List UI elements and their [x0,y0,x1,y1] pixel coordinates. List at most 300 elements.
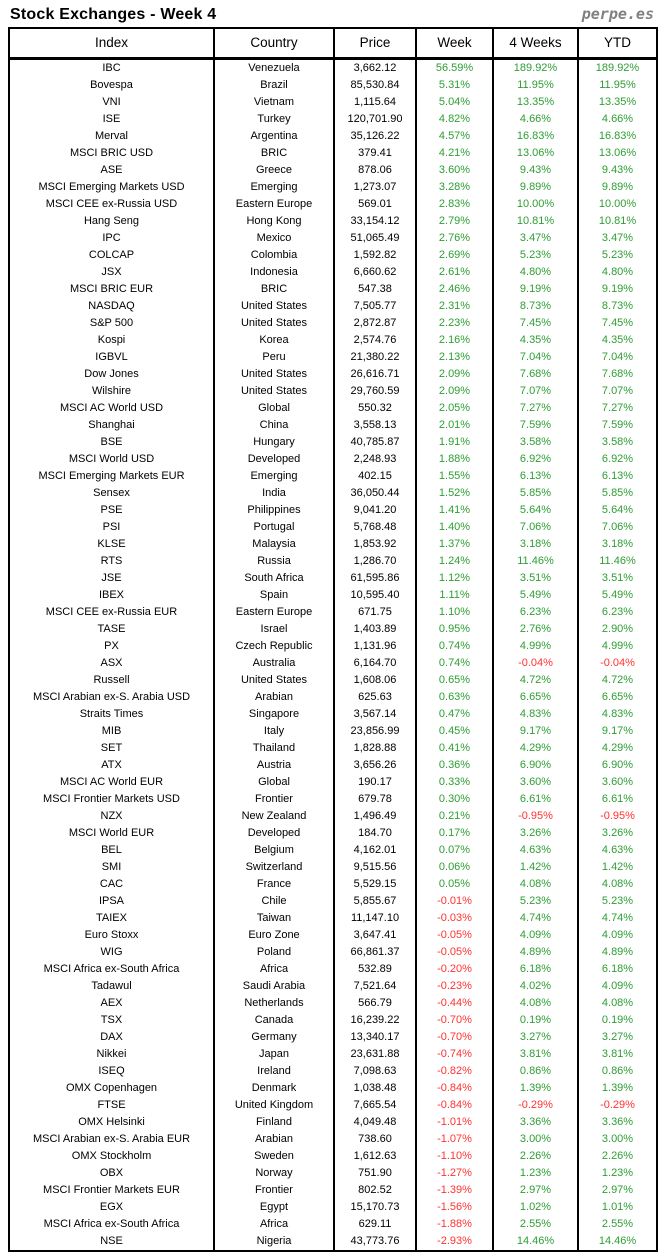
index-cell: Merval [9,128,214,145]
table-row [9,94,657,111]
price-cell: 1,496.49 [334,808,416,825]
column-header-price: Price [334,28,416,58]
four-weeks-cell: 2.55% [493,1216,578,1233]
ytd-cell: 0.19% [578,1012,657,1029]
week-cell: -0.05% [416,944,493,961]
table-row [9,723,657,740]
ytd-cell: 13.06% [578,145,657,162]
price-cell: 1,403.89 [334,621,416,638]
price-cell: 671.75 [334,604,416,621]
price-cell: 29,760.59 [334,383,416,400]
table-row [9,434,657,451]
price-cell: 35,126.22 [334,128,416,145]
index-cell: MIB [9,723,214,740]
country-cell: Germany [214,1029,334,1046]
topbar [0,0,664,27]
country-cell: Taiwan [214,910,334,927]
week-cell: 2.79% [416,213,493,230]
price-cell: 1,608.06 [334,672,416,689]
ytd-cell: 6.23% [578,604,657,621]
four-weeks-cell: 4.89% [493,944,578,961]
four-weeks-cell: 9.43% [493,162,578,179]
country-cell: Hong Kong [214,213,334,230]
price-cell: 379.41 [334,145,416,162]
table-row [9,519,657,536]
country-cell: Hungary [214,434,334,451]
index-cell: MSCI AC World USD [9,400,214,417]
ytd-cell: 7.59% [578,417,657,434]
country-cell: New Zealand [214,808,334,825]
week-cell: 0.65% [416,672,493,689]
index-cell: Nikkei [9,1046,214,1063]
table-row [9,58,657,77]
price-cell: 3,656.26 [334,757,416,774]
index-cell: OBX [9,1165,214,1182]
ytd-cell: 6.13% [578,468,657,485]
price-cell: 569.01 [334,196,416,213]
four-weeks-cell: 6.13% [493,468,578,485]
price-cell: 61,595.86 [334,570,416,587]
week-cell: 0.17% [416,825,493,842]
week-cell: 0.63% [416,689,493,706]
table-row [9,128,657,145]
price-cell: 184.70 [334,825,416,842]
ytd-cell: 4.66% [578,111,657,128]
ytd-cell: 7.68% [578,366,657,383]
country-cell: Czech Republic [214,638,334,655]
index-cell: MSCI CEE ex-Russia USD [9,196,214,213]
table-row [9,808,657,825]
index-cell: Shanghai [9,417,214,434]
ytd-cell: 10.00% [578,196,657,213]
index-cell: Tadawul [9,978,214,995]
week-cell: 4.82% [416,111,493,128]
price-cell: 21,380.22 [334,349,416,366]
price-cell: 13,340.17 [334,1029,416,1046]
week-cell: 2.61% [416,264,493,281]
column-header-ytd: YTD [578,28,657,58]
ytd-cell: 4.72% [578,672,657,689]
country-cell: Global [214,400,334,417]
ytd-cell: 3.60% [578,774,657,791]
price-cell: 1,853.92 [334,536,416,553]
country-cell: Greece [214,162,334,179]
four-weeks-cell: 6.65% [493,689,578,706]
price-cell: 802.52 [334,1182,416,1199]
week-cell: -1.07% [416,1131,493,1148]
four-weeks-cell: 4.63% [493,842,578,859]
table-row [9,1080,657,1097]
four-weeks-cell: 9.17% [493,723,578,740]
ytd-cell: 5.23% [578,893,657,910]
country-cell: Malaysia [214,536,334,553]
country-cell: Emerging [214,179,334,196]
week-cell: 5.04% [416,94,493,111]
price-cell: 4,162.01 [334,842,416,859]
week-cell: 2.46% [416,281,493,298]
price-cell: 36,050.44 [334,485,416,502]
country-cell: South Africa [214,570,334,587]
ytd-cell: 3.58% [578,434,657,451]
country-cell: Africa [214,961,334,978]
week-cell: 2.09% [416,383,493,400]
table-row [9,196,657,213]
table-row [9,791,657,808]
price-cell: 3,662.12 [334,58,416,77]
four-weeks-cell: 3.26% [493,825,578,842]
ytd-cell: 5.23% [578,247,657,264]
price-cell: 547.38 [334,281,416,298]
index-cell: SMI [9,859,214,876]
index-cell: KLSE [9,536,214,553]
week-cell: 2.23% [416,315,493,332]
ytd-cell: 2.26% [578,1148,657,1165]
page-title: Stock Exchanges - Week 4 [10,6,217,23]
week-cell: 2.69% [416,247,493,264]
index-cell: MSCI Africa ex-South Africa [9,961,214,978]
country-cell: Frontier [214,1182,334,1199]
week-cell: -0.84% [416,1080,493,1097]
index-cell: CAC [9,876,214,893]
country-cell: Frontier [214,791,334,808]
ytd-cell: 4.08% [578,995,657,1012]
price-cell: 120,701.90 [334,111,416,128]
country-cell: Arabian [214,689,334,706]
price-cell: 10,595.40 [334,587,416,604]
column-header-index: Index [9,28,214,58]
ytd-cell: 9.89% [578,179,657,196]
four-weeks-cell: 2.26% [493,1148,578,1165]
table-row [9,655,657,672]
country-cell: Argentina [214,128,334,145]
table-row [9,638,657,655]
index-cell: AEX [9,995,214,1012]
table-row [9,213,657,230]
four-weeks-cell: 5.85% [493,485,578,502]
ytd-cell: 8.73% [578,298,657,315]
week-cell: 1.41% [416,502,493,519]
ytd-cell: 4.83% [578,706,657,723]
four-weeks-cell: 4.99% [493,638,578,655]
four-weeks-cell: 6.92% [493,451,578,468]
index-cell: MSCI World EUR [9,825,214,842]
four-weeks-cell: 3.60% [493,774,578,791]
ytd-cell: 4.74% [578,910,657,927]
four-weeks-cell: 13.06% [493,145,578,162]
table-row [9,247,657,264]
ytd-cell: 2.90% [578,621,657,638]
table-row [9,1233,657,1251]
table-row [9,910,657,927]
ytd-cell: 4.08% [578,876,657,893]
index-cell: JSE [9,570,214,587]
country-cell: Egypt [214,1199,334,1216]
price-cell: 1,038.48 [334,1080,416,1097]
four-weeks-cell: 14.46% [493,1233,578,1251]
price-cell: 23,631.88 [334,1046,416,1063]
country-cell: Japan [214,1046,334,1063]
week-cell: -1.39% [416,1182,493,1199]
week-cell: -0.70% [416,1012,493,1029]
index-cell: TSX [9,1012,214,1029]
column-header-country: Country [214,28,334,58]
four-weeks-cell: 11.95% [493,77,578,94]
ytd-cell: 9.19% [578,281,657,298]
price-cell: 2,872.87 [334,315,416,332]
table-row [9,1182,657,1199]
four-weeks-cell: 4.80% [493,264,578,281]
table-row [9,536,657,553]
four-weeks-cell: 9.19% [493,281,578,298]
price-cell: 1,828.88 [334,740,416,757]
ytd-cell: 4.09% [578,927,657,944]
table-row [9,553,657,570]
country-cell: Venezuela [214,58,334,77]
table-row [9,502,657,519]
table-row [9,876,657,893]
four-weeks-cell: 0.19% [493,1012,578,1029]
week-cell: 0.21% [416,808,493,825]
country-cell: Netherlands [214,995,334,1012]
week-cell: -0.03% [416,910,493,927]
table-row [9,893,657,910]
index-cell: TAIEX [9,910,214,927]
week-cell: 56.59% [416,58,493,77]
four-weeks-cell: 2.76% [493,621,578,638]
four-weeks-cell: 4.74% [493,910,578,927]
week-cell: 2.13% [416,349,493,366]
country-cell: Spain [214,587,334,604]
four-weeks-cell: 5.49% [493,587,578,604]
country-cell: Sweden [214,1148,334,1165]
four-weeks-cell: 4.83% [493,706,578,723]
table-row [9,927,657,944]
table-row [9,383,657,400]
table-row [9,145,657,162]
index-cell: NSE [9,1233,214,1251]
ytd-cell: 4.80% [578,264,657,281]
index-cell: MSCI Frontier Markets USD [9,791,214,808]
price-cell: 7,505.77 [334,298,416,315]
week-cell: 2.31% [416,298,493,315]
country-cell: Canada [214,1012,334,1029]
four-weeks-cell: 5.64% [493,502,578,519]
country-cell: Turkey [214,111,334,128]
country-cell: Philippines [214,502,334,519]
country-cell: Portugal [214,519,334,536]
table-row [9,621,657,638]
country-cell: Eastern Europe [214,196,334,213]
ytd-cell: 14.46% [578,1233,657,1251]
index-cell: PSI [9,519,214,536]
country-cell: United States [214,366,334,383]
index-cell: Kospi [9,332,214,349]
country-cell: BRIC [214,145,334,162]
week-cell: -1.88% [416,1216,493,1233]
country-cell: Nigeria [214,1233,334,1251]
price-cell: 5,529.15 [334,876,416,893]
country-cell: Thailand [214,740,334,757]
four-weeks-cell: 7.45% [493,315,578,332]
table-row [9,774,657,791]
country-cell: United Kingdom [214,1097,334,1114]
ytd-cell: 9.43% [578,162,657,179]
ytd-cell: 7.27% [578,400,657,417]
price-cell: 625.63 [334,689,416,706]
country-cell: Brazil [214,77,334,94]
four-weeks-cell: 0.86% [493,1063,578,1080]
index-cell: MSCI AC World EUR [9,774,214,791]
price-cell: 532.89 [334,961,416,978]
ytd-cell: 2.97% [578,1182,657,1199]
country-cell: Africa [214,1216,334,1233]
four-weeks-cell: 7.59% [493,417,578,434]
price-cell: 3,647.41 [334,927,416,944]
ytd-cell: 9.17% [578,723,657,740]
country-cell: Colombia [214,247,334,264]
four-weeks-cell: 2.97% [493,1182,578,1199]
four-weeks-cell: 3.58% [493,434,578,451]
ytd-cell: 5.85% [578,485,657,502]
ytd-cell: 6.61% [578,791,657,808]
index-cell: Dow Jones [9,366,214,383]
index-cell: BEL [9,842,214,859]
week-cell: 0.95% [416,621,493,638]
price-cell: 5,855.67 [334,893,416,910]
four-weeks-cell: 7.04% [493,349,578,366]
table-row [9,332,657,349]
ytd-cell: 1.42% [578,859,657,876]
country-cell: Chile [214,893,334,910]
week-cell: -1.27% [416,1165,493,1182]
price-cell: 7,521.64 [334,978,416,995]
week-cell: -1.01% [416,1114,493,1131]
four-weeks-cell: 7.27% [493,400,578,417]
four-weeks-cell: 10.00% [493,196,578,213]
ytd-cell: 7.06% [578,519,657,536]
index-cell: MSCI BRIC USD [9,145,214,162]
ytd-cell: 3.36% [578,1114,657,1131]
ytd-cell: 7.07% [578,383,657,400]
ytd-cell: 4.35% [578,332,657,349]
stock-exchanges-table [8,27,658,1252]
week-cell: -0.74% [416,1046,493,1063]
four-weeks-cell: 1.02% [493,1199,578,1216]
country-cell: Korea [214,332,334,349]
price-cell: 7,665.54 [334,1097,416,1114]
table-row [9,1165,657,1182]
index-cell: PX [9,638,214,655]
week-cell: 5.31% [416,77,493,94]
week-cell: 1.88% [416,451,493,468]
country-cell: Israel [214,621,334,638]
index-cell: RTS [9,553,214,570]
week-cell: -1.56% [416,1199,493,1216]
index-cell: S&P 500 [9,315,214,332]
four-weeks-cell: 6.61% [493,791,578,808]
four-weeks-cell: 4.09% [493,927,578,944]
price-cell: 738.60 [334,1131,416,1148]
index-cell: ISE [9,111,214,128]
ytd-cell: 4.09% [578,978,657,995]
ytd-cell: -0.29% [578,1097,657,1114]
country-cell: Finland [214,1114,334,1131]
index-cell: BSE [9,434,214,451]
index-cell: NASDAQ [9,298,214,315]
week-cell: 2.16% [416,332,493,349]
price-cell: 66,861.37 [334,944,416,961]
four-weeks-cell: 1.42% [493,859,578,876]
index-cell: MSCI World USD [9,451,214,468]
table-row [9,1097,657,1114]
four-weeks-cell: 13.35% [493,94,578,111]
week-cell: 4.21% [416,145,493,162]
table-row [9,315,657,332]
index-cell: Bovespa [9,77,214,94]
week-cell: 1.10% [416,604,493,621]
price-cell: 3,567.14 [334,706,416,723]
week-cell: 2.09% [416,366,493,383]
ytd-cell: 7.04% [578,349,657,366]
week-cell: 1.37% [416,536,493,553]
price-cell: 751.90 [334,1165,416,1182]
country-cell: United States [214,315,334,332]
country-cell: Singapore [214,706,334,723]
price-cell: 1,612.63 [334,1148,416,1165]
four-weeks-cell: 11.46% [493,553,578,570]
country-cell: India [214,485,334,502]
ytd-cell: 3.27% [578,1029,657,1046]
price-cell: 1,273.07 [334,179,416,196]
index-cell: IPSA [9,893,214,910]
table-row [9,1114,657,1131]
table-row [9,400,657,417]
table-row [9,1216,657,1233]
week-cell: -0.44% [416,995,493,1012]
table-row [9,1012,657,1029]
table-row [9,1063,657,1080]
week-cell: -2.93% [416,1233,493,1251]
four-weeks-cell: 3.36% [493,1114,578,1131]
week-cell: 4.57% [416,128,493,145]
index-cell: MSCI Emerging Markets USD [9,179,214,196]
week-cell: 2.76% [416,230,493,247]
country-cell: Austria [214,757,334,774]
price-cell: 5,768.48 [334,519,416,536]
country-cell: United States [214,672,334,689]
four-weeks-cell: 3.00% [493,1131,578,1148]
price-cell: 6,660.62 [334,264,416,281]
price-cell: 878.06 [334,162,416,179]
four-weeks-cell: 5.23% [493,893,578,910]
index-cell: ATX [9,757,214,774]
price-cell: 26,616.71 [334,366,416,383]
country-cell: Ireland [214,1063,334,1080]
index-cell: OMX Copenhagen [9,1080,214,1097]
price-cell: 9,515.56 [334,859,416,876]
four-weeks-cell: 6.90% [493,757,578,774]
week-cell: 0.30% [416,791,493,808]
four-weeks-cell: 189.92% [493,58,578,77]
ytd-cell: 1.23% [578,1165,657,1182]
price-cell: 1,592.82 [334,247,416,264]
index-cell: FTSE [9,1097,214,1114]
table-row [9,740,657,757]
price-cell: 51,065.49 [334,230,416,247]
price-cell: 6,164.70 [334,655,416,672]
week-cell: 2.83% [416,196,493,213]
four-weeks-cell: 8.73% [493,298,578,315]
